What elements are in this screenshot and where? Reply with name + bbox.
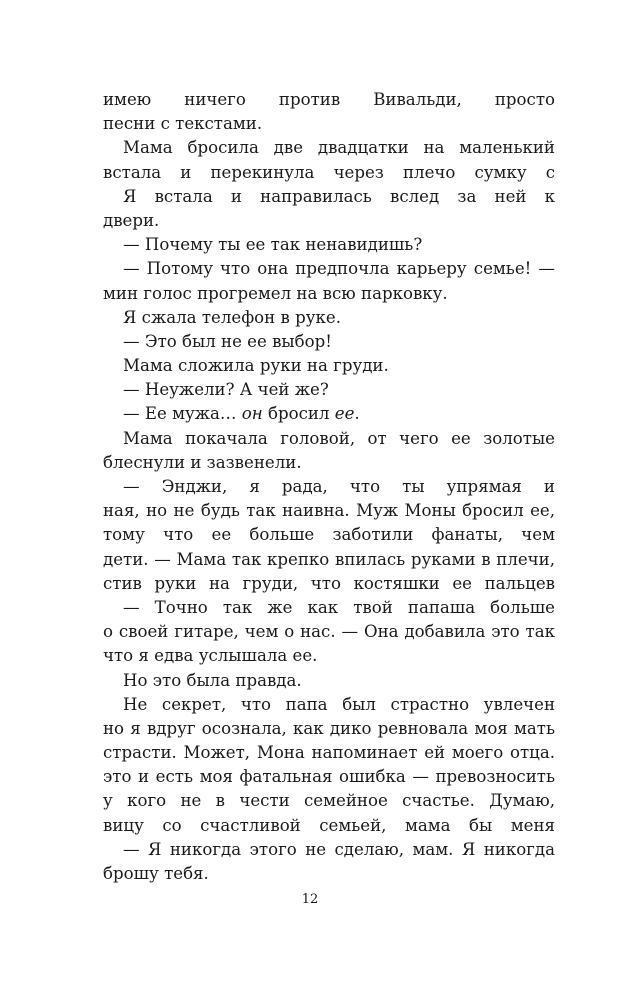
text-line: брошу тебя. <box>103 864 209 883</box>
text-line-with-italics <box>103 402 555 426</box>
text-line: — Это был не ее выбор! <box>123 331 332 351</box>
text-line: песни с текстами. <box>103 114 263 134</box>
page-number: 12 <box>301 892 319 907</box>
text-line: — Потому что она предпочла карьеру семье! — <box>123 259 555 279</box>
text-line: Я встала и направилась вслед за ней к <box>123 186 555 206</box>
text-line: Мама бросила две двадцатки на маленький <box>123 138 555 158</box>
text-fragment: бросил <box>262 404 335 424</box>
text-line: Но это была правда. <box>123 670 302 690</box>
text-line: ная, но не будь так наивна. Муж Моны бросил ее, <box>103 501 555 521</box>
text-line: о своей гитаре, чем о нас. — Она добавила это так <box>103 622 555 642</box>
text-line: — Я никогда этого не сделаю, мам. Я никогда <box>123 839 555 859</box>
text-line: имею ничего против Вивальди, просто <box>103 90 555 109</box>
text-line: вицу со счастливой семьей, мама бы меня <box>103 815 555 835</box>
text-line: двери. <box>103 210 160 230</box>
italic-fragment: ее <box>334 404 355 424</box>
italic-fragment: он <box>241 404 263 424</box>
body-text <box>103 88 555 886</box>
text-line: но я вдруг осознала, как дико ревновала моя мать <box>103 718 555 738</box>
text-line: — Неужели? А чей же? <box>123 380 329 400</box>
text-fragment: . <box>354 404 360 424</box>
text-line: — Почему ты ее так ненавидишь? <box>123 235 423 255</box>
text-line: что я едва услышала ее. <box>103 646 318 666</box>
text-line: Мама покачала головой, от чего ее золотые <box>123 428 555 448</box>
text-line: дети. — Мама так крепко впилась руками в плечи, <box>103 549 555 569</box>
text-line: Я сжала телефон в руке. <box>123 307 341 327</box>
text-fragment: — Ее мужа… <box>123 404 242 424</box>
text-line: Не секрет, что папа был страстно увлечен <box>123 694 555 714</box>
text-line: стив руки на груди, что костяшки ее пальцев <box>103 573 555 593</box>
text-line: у кого не в чести семейное счастье. Думаю, <box>103 791 555 811</box>
text-line: — Точно так же как твой папаша больше <box>123 597 555 617</box>
text-line: тому что ее больше заботили фанаты, чем <box>103 525 555 545</box>
text-line: встала и перекинула через плечо сумку с <box>103 162 555 182</box>
text-line: — Энджи, я рада, что ты упрямая и <box>123 477 555 496</box>
text-line: это и есть моя фатальная ошибка — превозносить <box>103 767 555 787</box>
text-line: страсти. Может, Мона напоминает ей моего отца. <box>103 743 555 763</box>
text-line: мин голос прогремел на всю парковку. <box>103 283 448 303</box>
text-line: Мама сложила руки на груди. <box>123 356 389 376</box>
text-line: блеснули и зазвенели. <box>103 452 302 472</box>
